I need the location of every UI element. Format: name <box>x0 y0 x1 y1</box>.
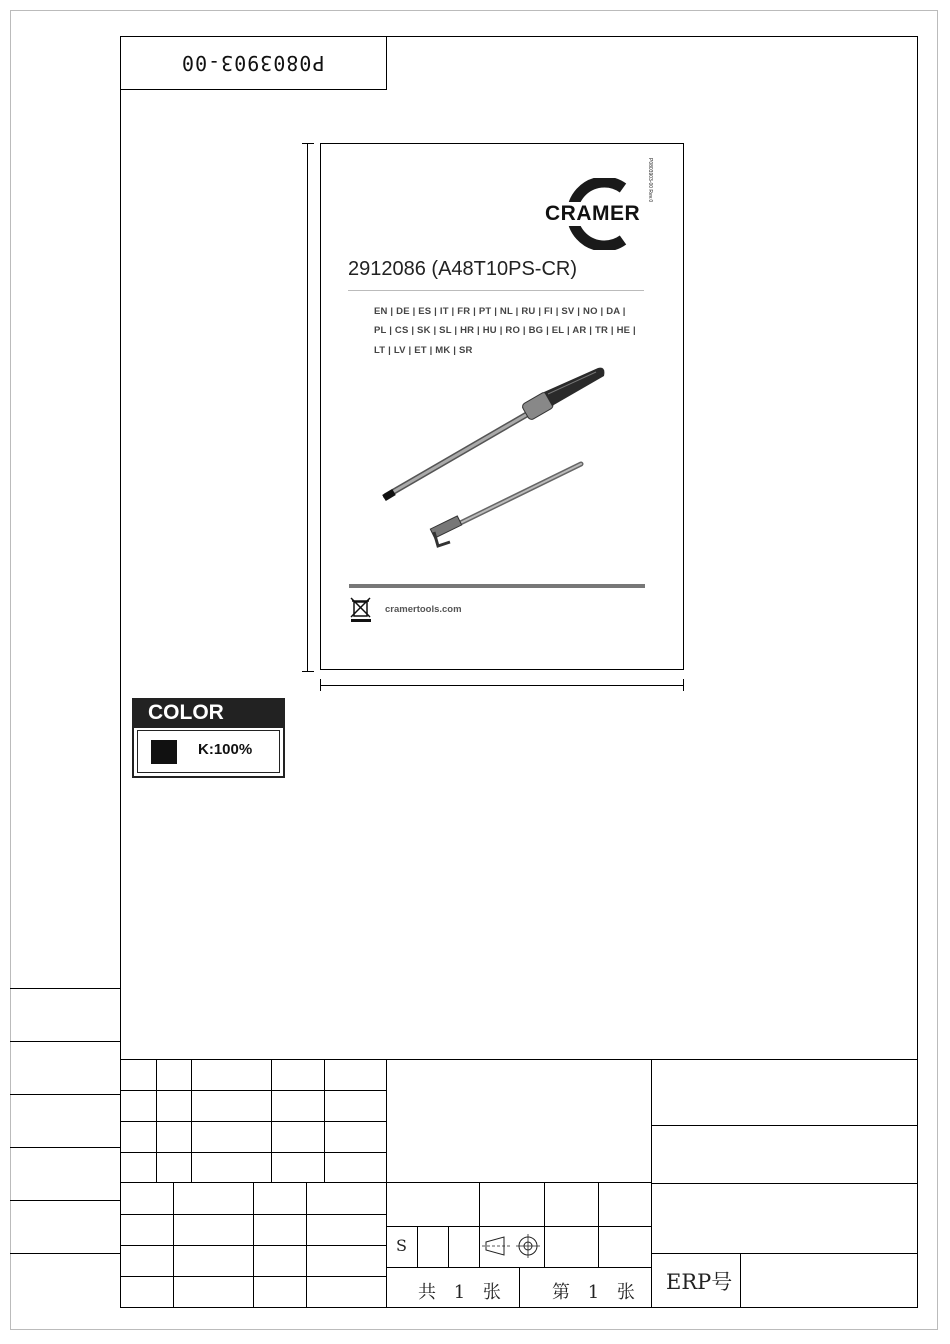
language-list-row-2: PL | CS | SK | SL | HR | HU | RO | BG | EL | AR | TR | HE | <box>374 325 636 336</box>
grid-line <box>544 1182 545 1267</box>
color-spec-header <box>134 700 283 728</box>
cover-side-code: P0803903-00 Rev.0 <box>647 158 653 203</box>
grid-line <box>598 1182 599 1267</box>
grid-line <box>519 1267 520 1308</box>
grid-line <box>191 1059 192 1182</box>
title-block-divider <box>386 1059 387 1308</box>
grid-line <box>253 1182 254 1308</box>
language-list-row-3: LT | LV | ET | MK | SR <box>374 345 473 356</box>
grid-line <box>324 1059 325 1182</box>
grid-line <box>173 1182 174 1308</box>
cover-title: 2912086 (A48T10PS-CR) <box>348 258 578 280</box>
grid-line <box>651 1253 918 1254</box>
revision-row-line <box>10 1094 120 1095</box>
grid-line <box>651 1183 918 1184</box>
height-dimension-tick-top <box>302 143 314 144</box>
grid-line <box>448 1226 449 1267</box>
grid-line <box>120 1152 386 1153</box>
grid-line <box>306 1182 307 1308</box>
grid-line <box>651 1125 918 1126</box>
width-dimension-tick-left <box>320 679 321 691</box>
width-dimension-tick-right <box>683 679 684 691</box>
height-dimension-line <box>307 143 308 672</box>
grid-line <box>417 1226 418 1267</box>
erp-number-label: ERP号 <box>666 1270 733 1294</box>
grid-line <box>479 1182 480 1267</box>
grid-line <box>156 1059 157 1182</box>
color-spec-body <box>137 730 280 773</box>
total-sheets-label: 共 1 张 <box>418 1282 507 1303</box>
title-block-top-line <box>120 1059 918 1060</box>
grid-line <box>120 1090 386 1091</box>
cover-bottom-bar <box>349 584 645 588</box>
width-dimension-line <box>320 685 684 686</box>
pole-saw-illustration <box>376 362 616 552</box>
revision-row-line <box>10 1041 120 1042</box>
grid-line <box>120 1182 651 1183</box>
revision-row-line <box>10 1253 120 1254</box>
website-link: cramertools.com <box>385 604 462 615</box>
height-dimension-tick-bottom <box>302 671 314 672</box>
title-rule <box>348 290 644 291</box>
projection-symbol-icon <box>482 1232 542 1260</box>
scale-s-label: S <box>396 1236 407 1255</box>
part-number: P0803903-00 <box>181 50 325 75</box>
color-spec-title: COLOR <box>148 701 224 724</box>
grid-line <box>120 1121 386 1122</box>
weee-bin-icon <box>350 596 372 622</box>
grid-line <box>271 1059 272 1182</box>
revision-row-line <box>10 988 120 989</box>
language-list-row-1: EN | DE | ES | IT | FR | PT | NL | RU | FI | SV | NO | DA | <box>374 306 626 317</box>
logo-text: CRAMER <box>545 202 641 225</box>
black-swatch <box>151 740 177 764</box>
grid-line <box>386 1226 651 1227</box>
part-number-box <box>120 36 387 90</box>
color-spec-box <box>132 698 285 778</box>
revision-row-line <box>10 1147 120 1148</box>
revision-row-line <box>10 1200 120 1201</box>
grid-line <box>740 1253 741 1308</box>
color-spec-label: K:100% <box>198 741 253 758</box>
sheet-number-label: 第 1 张 <box>552 1282 641 1303</box>
